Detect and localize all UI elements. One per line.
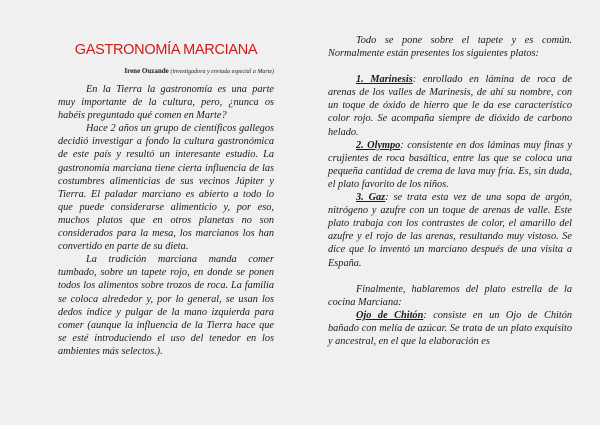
byline xyxy=(58,67,274,77)
paragraph-dishes-intro: Todo se pone sobre el tapete y es común. Normalmente están presentes los siguientes platos: xyxy=(328,35,572,60)
author-role: (investigadora y enviada especial a Marte) xyxy=(170,69,274,75)
dish-ojo-de-chiton-name: Ojo de Chitón xyxy=(356,309,424,321)
dish-ojo-de-chiton xyxy=(328,309,572,348)
paragraph-final-intro: Finalmente, hablaremos del plato estrella de la cocina Marciana: xyxy=(328,283,572,308)
dish-olympo-text: : consistente en dos láminas muy finas y crujientes de roca basáltica, entre las que se coloca una pequeña cantidad de crema de lava muy fría. Es, sin duda, el plato favorito de los niños. xyxy=(328,139,572,190)
dish-ojo-de-chiton-text: : consiste en un Ojo de Chitón bañado con melía de azúcar. Se trata de un plato exquisito y ancestral, en el que la elaboración es xyxy=(328,309,572,347)
article-title: GASTRONOMÍA MARCIANA xyxy=(74,42,258,58)
author-name: Irene Ouzande xyxy=(124,67,169,75)
dish-gaz xyxy=(328,191,572,270)
dish-marinesis xyxy=(328,73,572,138)
dish-marinesis-name: 1. Marinesis xyxy=(356,74,413,86)
dish-olympo xyxy=(328,139,572,191)
right-column xyxy=(328,34,572,348)
left-column xyxy=(58,42,274,358)
paragraph-intro: En la Tierra la gastronomía es una parte muy importante de la cultura, pero, ¿nunca os habéis preguntado qué comen en Marte? xyxy=(58,84,274,122)
paragraph-tradition: La tradición marciana manda comer tumbado, sobre un tapete rojo, en donde se ponen todos los alimentos sobre trozos de roca. La familia se coloca alrededor y, por lo general, se usan los dedos índice y pulgar de la mano izquierda para comer (aunque la influencia de la Tierra hace que se esté introduciendo el uso del tenedor en los ambientes más selectos.). xyxy=(58,254,274,357)
dish-gaz-name: 3. Gaz xyxy=(356,192,386,204)
paragraph-study: Hace 2 años un grupo de científicos gallegos decidió investigar a fondo la cultura gastronómica de este país y resultó un interesante estudio. La gastronomía marciana tiene cierta influencia de las costumbres alimenticias de sus vecinos Júpiter y Tierra. El paladar marciano es abierto a todo lo que puede considerarse alimenticio y, por eso, muchos platos que en otros planetas no son considerados para la mesa, los marcianos los han convertido en parte de su dieta. xyxy=(58,123,274,253)
dish-gaz-text: : se trata esta vez de una sopa de argón, nitrógeno y azufre con un toque de arenas de valle. Este plato trabaja con los contrastes de color, el amarillo del azufre y el rojo de las arenas, resultando muy vistoso. Se dice que lo inventó un marciano después de una visita a España. xyxy=(328,192,573,269)
dish-marinesis-text: : enrollado en lámina de roca de arenas de los valles de Marinesis, de ahí su nombre, con un toque de óxido de hierro que le da ese característico color rojo. Se acompaña siempre de dióxido de carbono helado. xyxy=(328,74,572,138)
dish-olympo-name: 2. Olympo xyxy=(356,139,401,151)
